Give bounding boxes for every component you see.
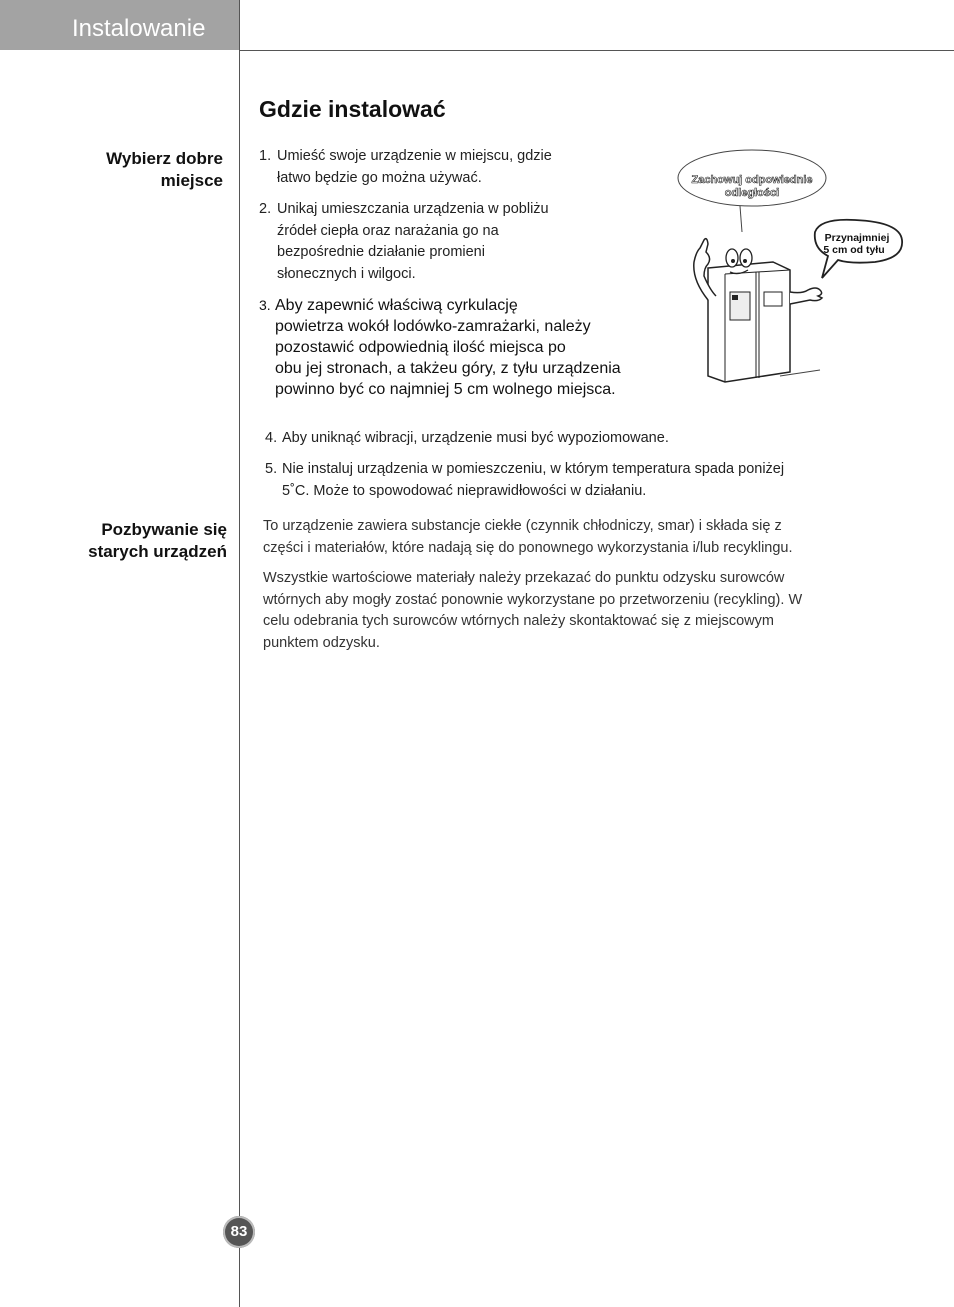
sidebar-heading-choose-place: Wybierz dobre miejsce: [106, 149, 223, 190]
list-item: 5. Nie instaluj urządzenia w pomieszczeniu, w którym temperatura spada poniżej 5˚C. Może to spowodować nieprawidłowości w działaniu.: [265, 461, 785, 499]
list-item: 1. Umieść swoje urządzenie w miejscu, gdzie łatwo będzie go można używać.: [259, 148, 552, 186]
section-title: Instalowanie: [72, 15, 206, 42]
bubble-right-line2: 5 cm od tyłu: [823, 244, 885, 256]
list-item: 3. Aby zapewnić właściwą cyrkulację powietrza wokół lodówko-zamrażarki, należy pozostawić odpowiednią ilość miejsca po obu jej stronach, a takżeu góry, z tyłu urządzenia powinno być co najmniej 5 cm wolnego miejsca.: [259, 297, 621, 398]
header-divider: [239, 50, 954, 51]
bubble-top-line1: Zachowuj odpowiednie: [691, 174, 813, 186]
list-item: 4. Aby uniknąć wibracji, urządzenie musi być wypoziomowane.: [265, 430, 669, 446]
fridge-illustration: [670, 140, 920, 400]
bubble-top-line2: odległości: [724, 187, 780, 199]
bubble-right-line1: Przynajmniej: [824, 232, 890, 244]
column-divider: [239, 0, 240, 1307]
page-number: 83: [223, 1216, 255, 1248]
page-title: Gdzie instalować: [259, 96, 446, 122]
fridge-body: [708, 262, 790, 382]
section-tab: [0, 0, 239, 50]
sidebar-heading-disposal: Pozbywanie się starych urządzeń: [88, 520, 227, 561]
disposal-paragraph: Wszystkie wartościowe materiały należy przekazać do punktu odzysku surowców wtórnych aby mogły zostać ponownie wykorzystane po przetworzeniu (recykling). W celu odebrania tych surowców wtórnych należy skontaktować się z miejscowym punktem odzysku.: [263, 570, 803, 651]
disposal-paragraph: To urządzenie zawiera substancje ciekłe (czynnik chłodniczy, smar) i składa się z części i materiałów, które nadają się do ponownego wykorzystania i/lub recyklingu.: [263, 518, 793, 556]
list-item: 2. Unikaj umieszczania urządzenia w pobliżu źródeł ciepła oraz narażania go na bezpośrednie działanie promieni słonecznych i wilgoci.: [259, 201, 549, 282]
